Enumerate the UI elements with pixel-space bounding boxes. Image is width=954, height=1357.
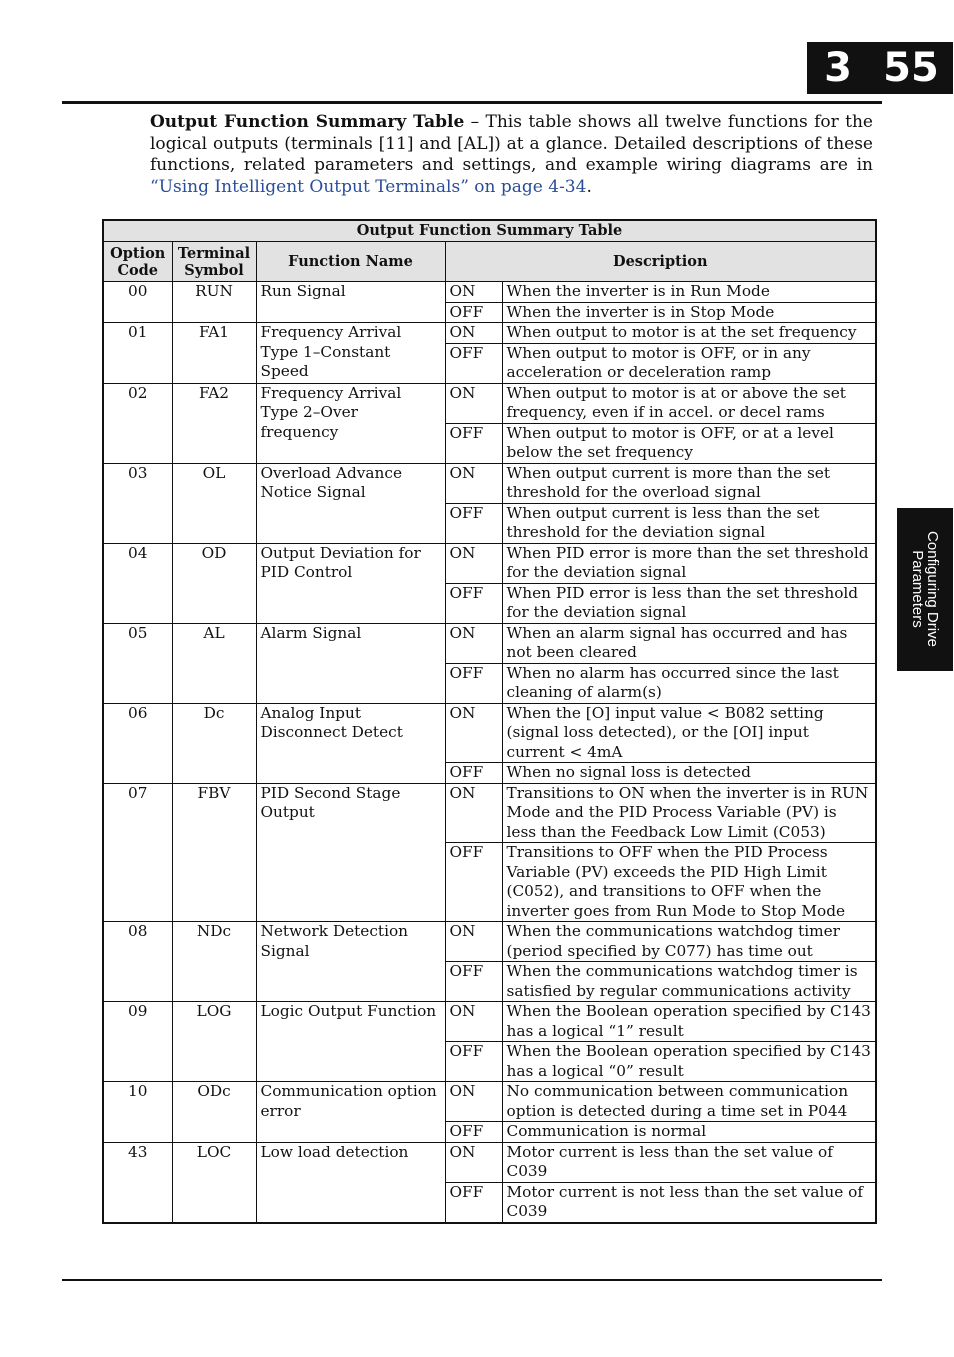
on-description-cell: Transitions to ON when the inverter is in RUN Mode and the PID Process Variable (PV) is less than the Feedback Low Limit (C053) <box>502 783 876 843</box>
chapter-side-tab <box>897 508 953 671</box>
off-description-cell: When output to motor is OFF, or at a level below the set frequency <box>502 423 876 463</box>
function-name-cell: Logic Output Function <box>256 1002 445 1082</box>
on-description-cell: When output to motor is at the set frequency <box>502 323 876 344</box>
option-code-cell: 02 <box>103 383 172 463</box>
table-row <box>103 1082 876 1122</box>
terminal-symbol-cell: OL <box>172 463 256 543</box>
function-name-cell: Analog Input Disconnect Detect <box>256 703 445 783</box>
intro-bold-lead: Output Function Summary Table <box>150 112 465 132</box>
option-code-cell: 08 <box>103 922 172 1002</box>
table-row <box>103 543 876 583</box>
option-code-cell: 06 <box>103 703 172 783</box>
table-body <box>103 282 876 1223</box>
function-name-cell: Frequency Arrival Type 2–Over frequency <box>256 383 445 463</box>
terminal-symbol-cell: NDc <box>172 922 256 1002</box>
state-off-cell: OFF <box>445 843 502 922</box>
option-code-cell: 03 <box>103 463 172 543</box>
option-code-cell: 00 <box>103 282 172 323</box>
intro-text: – This table shows all twelve functions for the logical outputs (terminals [11] and [AL]) at a glance. Detailed descriptions of these functions, related parameters and settings, and example wiring diagrams are in <box>150 112 873 175</box>
table-row <box>103 1142 876 1182</box>
terminal-symbol-cell: OD <box>172 543 256 623</box>
terminal-symbol-cell: FBV <box>172 783 256 922</box>
state-off-cell: OFF <box>445 1122 502 1143</box>
state-off-cell: OFF <box>445 663 502 703</box>
option-code-cell: 09 <box>103 1002 172 1082</box>
off-description-cell: When the Boolean operation specified by C143 has a logical “0” result <box>502 1042 876 1082</box>
function-name-cell: Frequency Arrival Type 1–Constant Speed <box>256 323 445 384</box>
function-name-cell: Communication option error <box>256 1082 445 1143</box>
table-row <box>103 922 876 962</box>
state-on-cell: ON <box>445 623 502 663</box>
terminal-symbol-cell: FA1 <box>172 323 256 384</box>
footer-rule <box>62 1279 882 1281</box>
state-on-cell: ON <box>445 1082 502 1122</box>
state-on-cell: ON <box>445 323 502 344</box>
terminal-symbol-cell: RUN <box>172 282 256 323</box>
intro-paragraph <box>150 112 873 198</box>
function-name-cell: Alarm Signal <box>256 623 445 703</box>
state-off-cell: OFF <box>445 423 502 463</box>
state-on-cell: ON <box>445 783 502 843</box>
on-description-cell: When the inverter is in Run Mode <box>502 282 876 303</box>
table-row <box>103 383 876 423</box>
on-description-cell: When the communications watchdog timer (period specified by C077) has time out <box>502 922 876 962</box>
off-description-cell: When output to motor is OFF, or in any acceleration or deceleration ramp <box>502 343 876 383</box>
off-description-cell: Communication is normal <box>502 1122 876 1143</box>
state-off-cell: OFF <box>445 763 502 784</box>
header-rule <box>62 101 882 104</box>
on-description-cell: When PID error is more than the set threshold for the deviation signal <box>502 543 876 583</box>
state-off-cell: OFF <box>445 503 502 543</box>
off-description-cell: Motor current is not less than the set value of C039 <box>502 1182 876 1223</box>
function-name-cell: Overload Advance Notice Signal <box>256 463 445 543</box>
on-description-cell: When an alarm signal has occurred and has not been cleared <box>502 623 876 663</box>
table-row <box>103 783 876 843</box>
state-on-cell: ON <box>445 1002 502 1042</box>
off-description-cell: When no alarm has occurred since the last cleaning of alarm(s) <box>502 663 876 703</box>
on-description-cell: When the Boolean operation specified by C143 has a logical “1” result <box>502 1002 876 1042</box>
table-row <box>103 282 876 303</box>
state-on-cell: ON <box>445 1142 502 1182</box>
state-on-cell: ON <box>445 282 502 303</box>
terminal-symbol-cell: LOC <box>172 1142 256 1223</box>
header-function-name: Function Name <box>256 242 445 282</box>
function-name-cell: Run Signal <box>256 282 445 323</box>
table-row <box>103 323 876 344</box>
output-function-summary-table <box>102 219 877 1224</box>
intro-end: . <box>586 176 592 197</box>
on-description-cell: When output current is more than the set threshold for the overload signal <box>502 463 876 503</box>
terminal-symbol-cell: ODc <box>172 1082 256 1143</box>
state-on-cell: ON <box>445 383 502 423</box>
state-off-cell: OFF <box>445 583 502 623</box>
option-code-cell: 07 <box>103 783 172 922</box>
on-description-cell: Motor current is less than the set value of C039 <box>502 1142 876 1182</box>
state-on-cell: ON <box>445 463 502 503</box>
page-number: 55 <box>883 45 939 91</box>
state-on-cell: ON <box>445 703 502 763</box>
header-option-code: Option Code <box>103 242 172 282</box>
terminal-symbol-cell: LOG <box>172 1002 256 1082</box>
state-on-cell: ON <box>445 922 502 962</box>
side-tab-line-2: Parameters <box>909 550 926 628</box>
function-name-cell: Network Detection Signal <box>256 922 445 1002</box>
option-code-cell: 04 <box>103 543 172 623</box>
on-description-cell: When output to motor is at or above the set frequency, even if in accel. or decel rams <box>502 383 876 423</box>
state-on-cell: ON <box>445 543 502 583</box>
page-badge <box>807 42 953 94</box>
state-off-cell: OFF <box>445 1182 502 1223</box>
option-code-cell: 10 <box>103 1082 172 1143</box>
chapter-number: 3 <box>824 45 852 91</box>
on-description-cell: No communication between communication option is detected during a time set in P044 <box>502 1082 876 1122</box>
table-row <box>103 703 876 763</box>
off-description-cell: When the inverter is in Stop Mode <box>502 302 876 323</box>
state-off-cell: OFF <box>445 302 502 323</box>
option-code-cell: 05 <box>103 623 172 703</box>
header-terminal-symbol: Terminal Symbol <box>172 242 256 282</box>
state-off-cell: OFF <box>445 343 502 383</box>
state-off-cell: OFF <box>445 1042 502 1082</box>
off-description-cell: When no signal loss is detected <box>502 763 876 784</box>
state-off-cell: OFF <box>445 962 502 1002</box>
table-title: Output Function Summary Table <box>103 220 876 242</box>
terminal-symbol-cell: FA2 <box>172 383 256 463</box>
off-description-cell: When PID error is less than the set threshold for the deviation signal <box>502 583 876 623</box>
off-description-cell: When output current is less than the set threshold for the deviation signal <box>502 503 876 543</box>
header-description: Description <box>445 242 876 282</box>
side-tab-line-1: Configuring Drive <box>924 531 941 647</box>
function-name-cell: Low load detection <box>256 1142 445 1223</box>
option-code-cell: 01 <box>103 323 172 384</box>
cross-reference-link[interactable]: “Using Intelligent Output Terminals” on page 4-34 <box>150 176 587 197</box>
off-description-cell: Transitions to OFF when the PID Process Variable (PV) exceeds the PID High Limit (C052), and transitions to OFF when the inverter goes from Run Mode to Stop Mode <box>502 843 876 922</box>
table-row <box>103 1002 876 1042</box>
table-row <box>103 463 876 503</box>
option-code-cell: 43 <box>103 1142 172 1223</box>
terminal-symbol-cell: AL <box>172 623 256 703</box>
table-row <box>103 623 876 663</box>
off-description-cell: When the communications watchdog timer is satisfied by regular communications activity <box>502 962 876 1002</box>
terminal-symbol-cell: Dc <box>172 703 256 783</box>
function-name-cell: PID Second Stage Output <box>256 783 445 922</box>
function-name-cell: Output Deviation for PID Control <box>256 543 445 623</box>
on-description-cell: When the [O] input value < B082 setting (signal loss detected), or the [OI] input current < 4mA <box>502 703 876 763</box>
